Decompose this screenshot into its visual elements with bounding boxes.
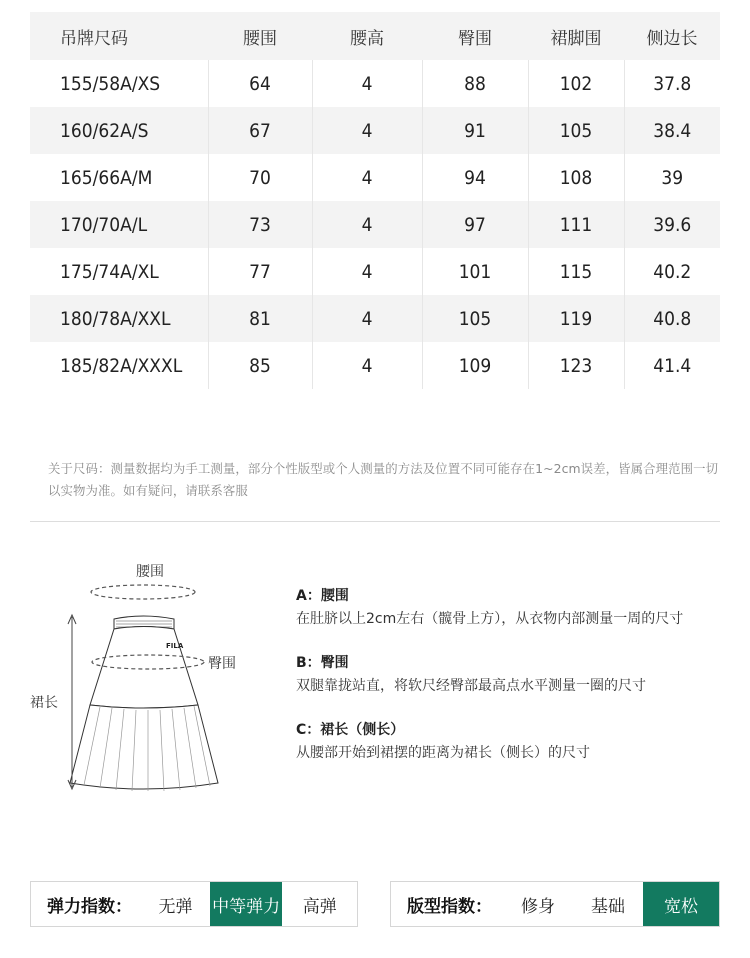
header-waist-height: 腰高 <box>350 28 384 49</box>
fit-option-regular: 基础 <box>591 896 625 917</box>
cell-waist-height: 4 <box>312 248 422 295</box>
cell-side-length: 40.8 <box>653 307 692 330</box>
fit-title: 版型指数： <box>407 896 492 917</box>
waist-desc-title: A：腰围 <box>296 588 349 604</box>
cell-waist-height: 4 <box>312 201 422 248</box>
cell-waist: 81 <box>208 295 312 342</box>
cell-waist-height: 4 <box>312 60 422 107</box>
cell-hem: 115 <box>528 248 624 295</box>
cell-size: 165/66A/M <box>30 154 208 201</box>
header-tag-size: 吊牌尺码 <box>60 28 128 49</box>
cell-size: 170/70A/L <box>30 201 208 248</box>
cell-waist: 73 <box>208 201 312 248</box>
cell-side-length: 37.8 <box>653 72 692 95</box>
hip-description <box>296 652 736 698</box>
elasticity-title: 弹力指数： <box>47 896 132 917</box>
cell-hip: 105 <box>422 295 528 342</box>
elasticity-option-none: 无弹 <box>158 896 193 917</box>
header-hem: 裙脚围 <box>550 28 602 49</box>
table-row <box>30 154 720 201</box>
table-row <box>30 107 720 154</box>
cell-size: 155/58A/XS <box>30 60 208 107</box>
hip-desc-title: B：臀围 <box>296 655 349 671</box>
length-desc-title: C：裙长（侧长） <box>296 722 405 738</box>
waist-desc-text: 在肚脐以上2cm左右（髋骨上方），从衣物内部测量一周的尺寸 <box>296 611 684 627</box>
cell-side-length: 41.4 <box>653 354 692 377</box>
cell-hem: 102 <box>528 60 624 107</box>
table-row <box>30 342 720 389</box>
skirt-measurement-diagram <box>20 555 260 805</box>
cell-waist: 77 <box>208 248 312 295</box>
size-note: 关于尺码：测量数据均为手工测量，部分个性版型或个人测量的方法及位置不同可能存在1~2cm误差，皆属合理范围一切以实物为准。如有疑问，请联系客服 <box>48 461 719 498</box>
cell-hem: 119 <box>528 295 624 342</box>
cell-side-length: 39.6 <box>653 213 692 236</box>
header-hip: 臀围 <box>458 28 492 49</box>
table-row <box>30 295 720 342</box>
size-chart-table <box>30 12 720 389</box>
cell-waist-height: 4 <box>312 154 422 201</box>
elasticity-option-medium-selected: 中等弹力 <box>210 882 283 926</box>
cell-side-length: 38.4 <box>653 119 692 142</box>
length-label: 裙长 <box>30 695 58 711</box>
length-description <box>296 719 736 765</box>
cell-hip: 101 <box>422 248 528 295</box>
cell-hip: 109 <box>422 342 528 389</box>
cell-waist-height: 4 <box>312 107 422 154</box>
cell-waist: 85 <box>208 342 312 389</box>
length-desc-text: 从腰部开始到裙摆的距离为裙长（侧长）的尺寸 <box>296 745 590 761</box>
elasticity-option-high: 高弹 <box>302 896 337 917</box>
cell-size: 160/62A/S <box>30 107 208 154</box>
brand-logo: FILA <box>166 642 184 650</box>
fit-option-loose-selected: 宽松 <box>643 882 719 926</box>
cell-hip: 94 <box>422 154 528 201</box>
cell-hip: 97 <box>422 201 528 248</box>
cell-waist: 70 <box>208 154 312 201</box>
cell-size: 175/74A/XL <box>30 248 208 295</box>
cell-side-length: 39 <box>661 166 684 189</box>
header-waist: 腰围 <box>243 28 277 49</box>
waist-label: 腰围 <box>136 564 164 580</box>
cell-hip: 88 <box>422 60 528 107</box>
fit-index <box>390 881 720 927</box>
divider <box>30 521 720 522</box>
fit-option-slim: 修身 <box>521 896 555 917</box>
cell-hem: 105 <box>528 107 624 154</box>
cell-waist-height: 4 <box>312 295 422 342</box>
cell-waist: 64 <box>208 60 312 107</box>
header-side-length: 侧边长 <box>646 28 698 49</box>
table-header-row <box>30 12 720 60</box>
cell-side-length: 40.2 <box>653 260 692 283</box>
hip-label: 臀围 <box>208 656 236 672</box>
cell-hip: 91 <box>422 107 528 154</box>
hip-desc-text: 双腿靠拢站直，将软尺经臀部最高点水平测量一圈的尺寸 <box>296 678 646 694</box>
table-row <box>30 201 720 248</box>
table-row <box>30 60 720 107</box>
skirt-illustration <box>20 555 260 805</box>
table-row <box>30 248 720 295</box>
cell-hem: 111 <box>528 201 624 248</box>
cell-size: 185/82A/XXXL <box>30 342 208 389</box>
cell-waist: 67 <box>208 107 312 154</box>
cell-hem: 108 <box>528 154 624 201</box>
cell-hem: 123 <box>528 342 624 389</box>
elasticity-index <box>30 881 358 927</box>
waist-description <box>296 585 736 631</box>
cell-size: 180/78A/XXL <box>30 295 208 342</box>
cell-waist-height: 4 <box>312 342 422 389</box>
